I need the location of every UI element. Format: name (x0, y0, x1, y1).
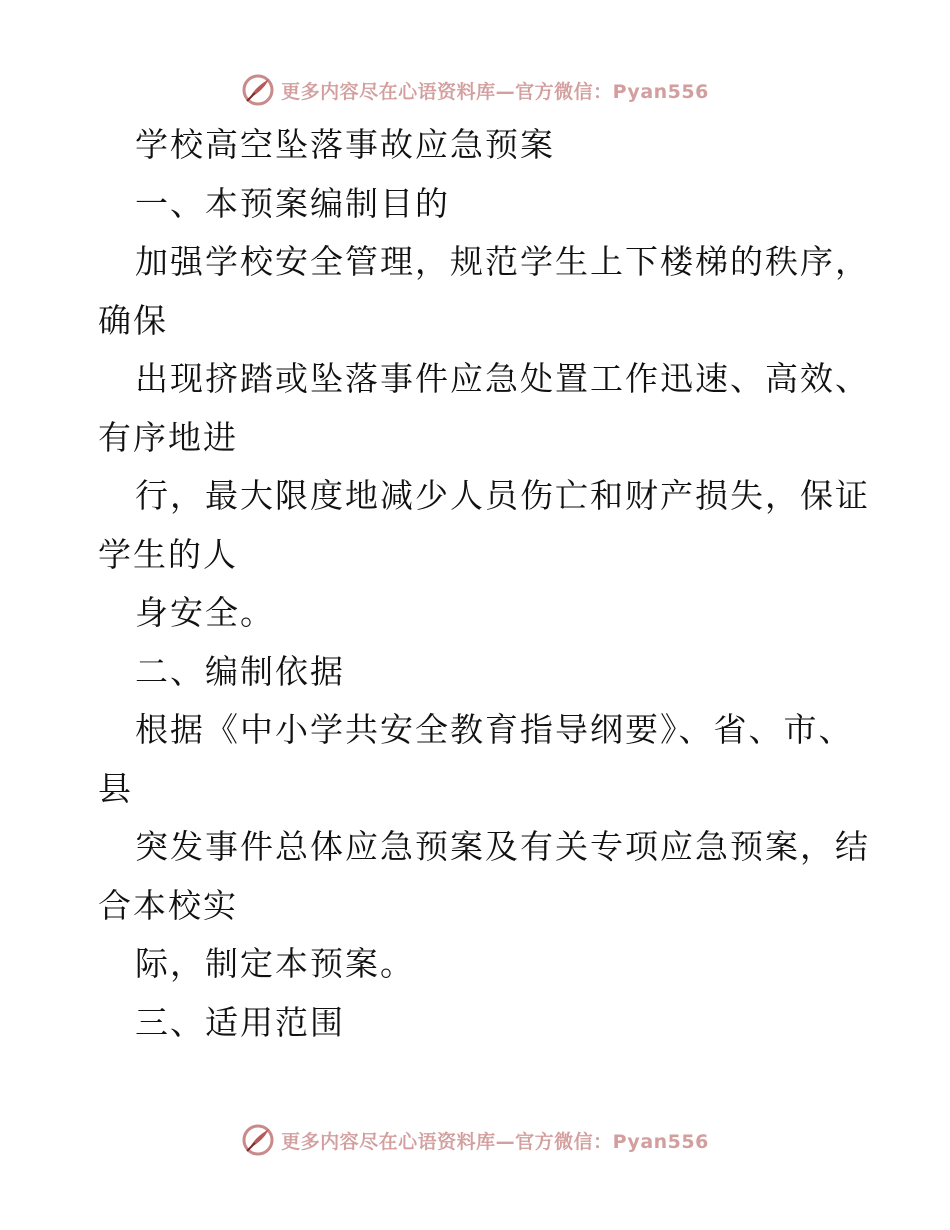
header-watermark-banner (0, 70, 950, 110)
header-watermark-text: 更多内容尽在心语资料库—官方微信：Pyan556 (281, 80, 709, 103)
feather-pen-circle-icon (241, 1123, 275, 1157)
paragraph-line: 行，最大限度地减少人员伤亡和财产损失，保证 (135, 476, 870, 515)
paragraph-line: 县 (98, 768, 133, 808)
paragraph-line: 确保 (98, 300, 168, 340)
document-body (98, 116, 870, 1052)
paragraph-line: 二、编制依据 (135, 651, 345, 691)
paragraph-line: 加强学校安全管理，规范学生上下楼梯的秩序， (135, 242, 870, 281)
paragraph-line: 际，制定本预案。 (135, 944, 415, 983)
paragraph-line: 三、适用范围 (135, 1002, 345, 1042)
paragraph-line: 有序地进 (98, 417, 238, 457)
paragraph-line: 出现挤踏或坠落事件应急处置工作迅速、高效、 (135, 359, 870, 398)
document-lines (98, 175, 870, 1053)
feather-pen-circle-icon (241, 73, 275, 107)
paragraph-line: 突发事件总体应急预案及有关专项应急预案，结 (135, 827, 870, 866)
paragraph-line: 学生的人 (98, 534, 238, 574)
paragraph-line: 根据《中小学共安全教育指导纲要》、省、市、 (135, 710, 854, 749)
paragraph-line: 身安全。 (135, 593, 275, 632)
footer-watermark-banner (0, 1120, 950, 1160)
paragraph-line: 合本校实 (98, 885, 238, 925)
document-title: 学校高空坠落事故应急预案 (135, 125, 555, 164)
footer-watermark-text: 更多内容尽在心语资料库—官方微信：Pyan556 (281, 1130, 709, 1153)
paragraph-line: 一、本预案编制目的 (135, 183, 450, 223)
